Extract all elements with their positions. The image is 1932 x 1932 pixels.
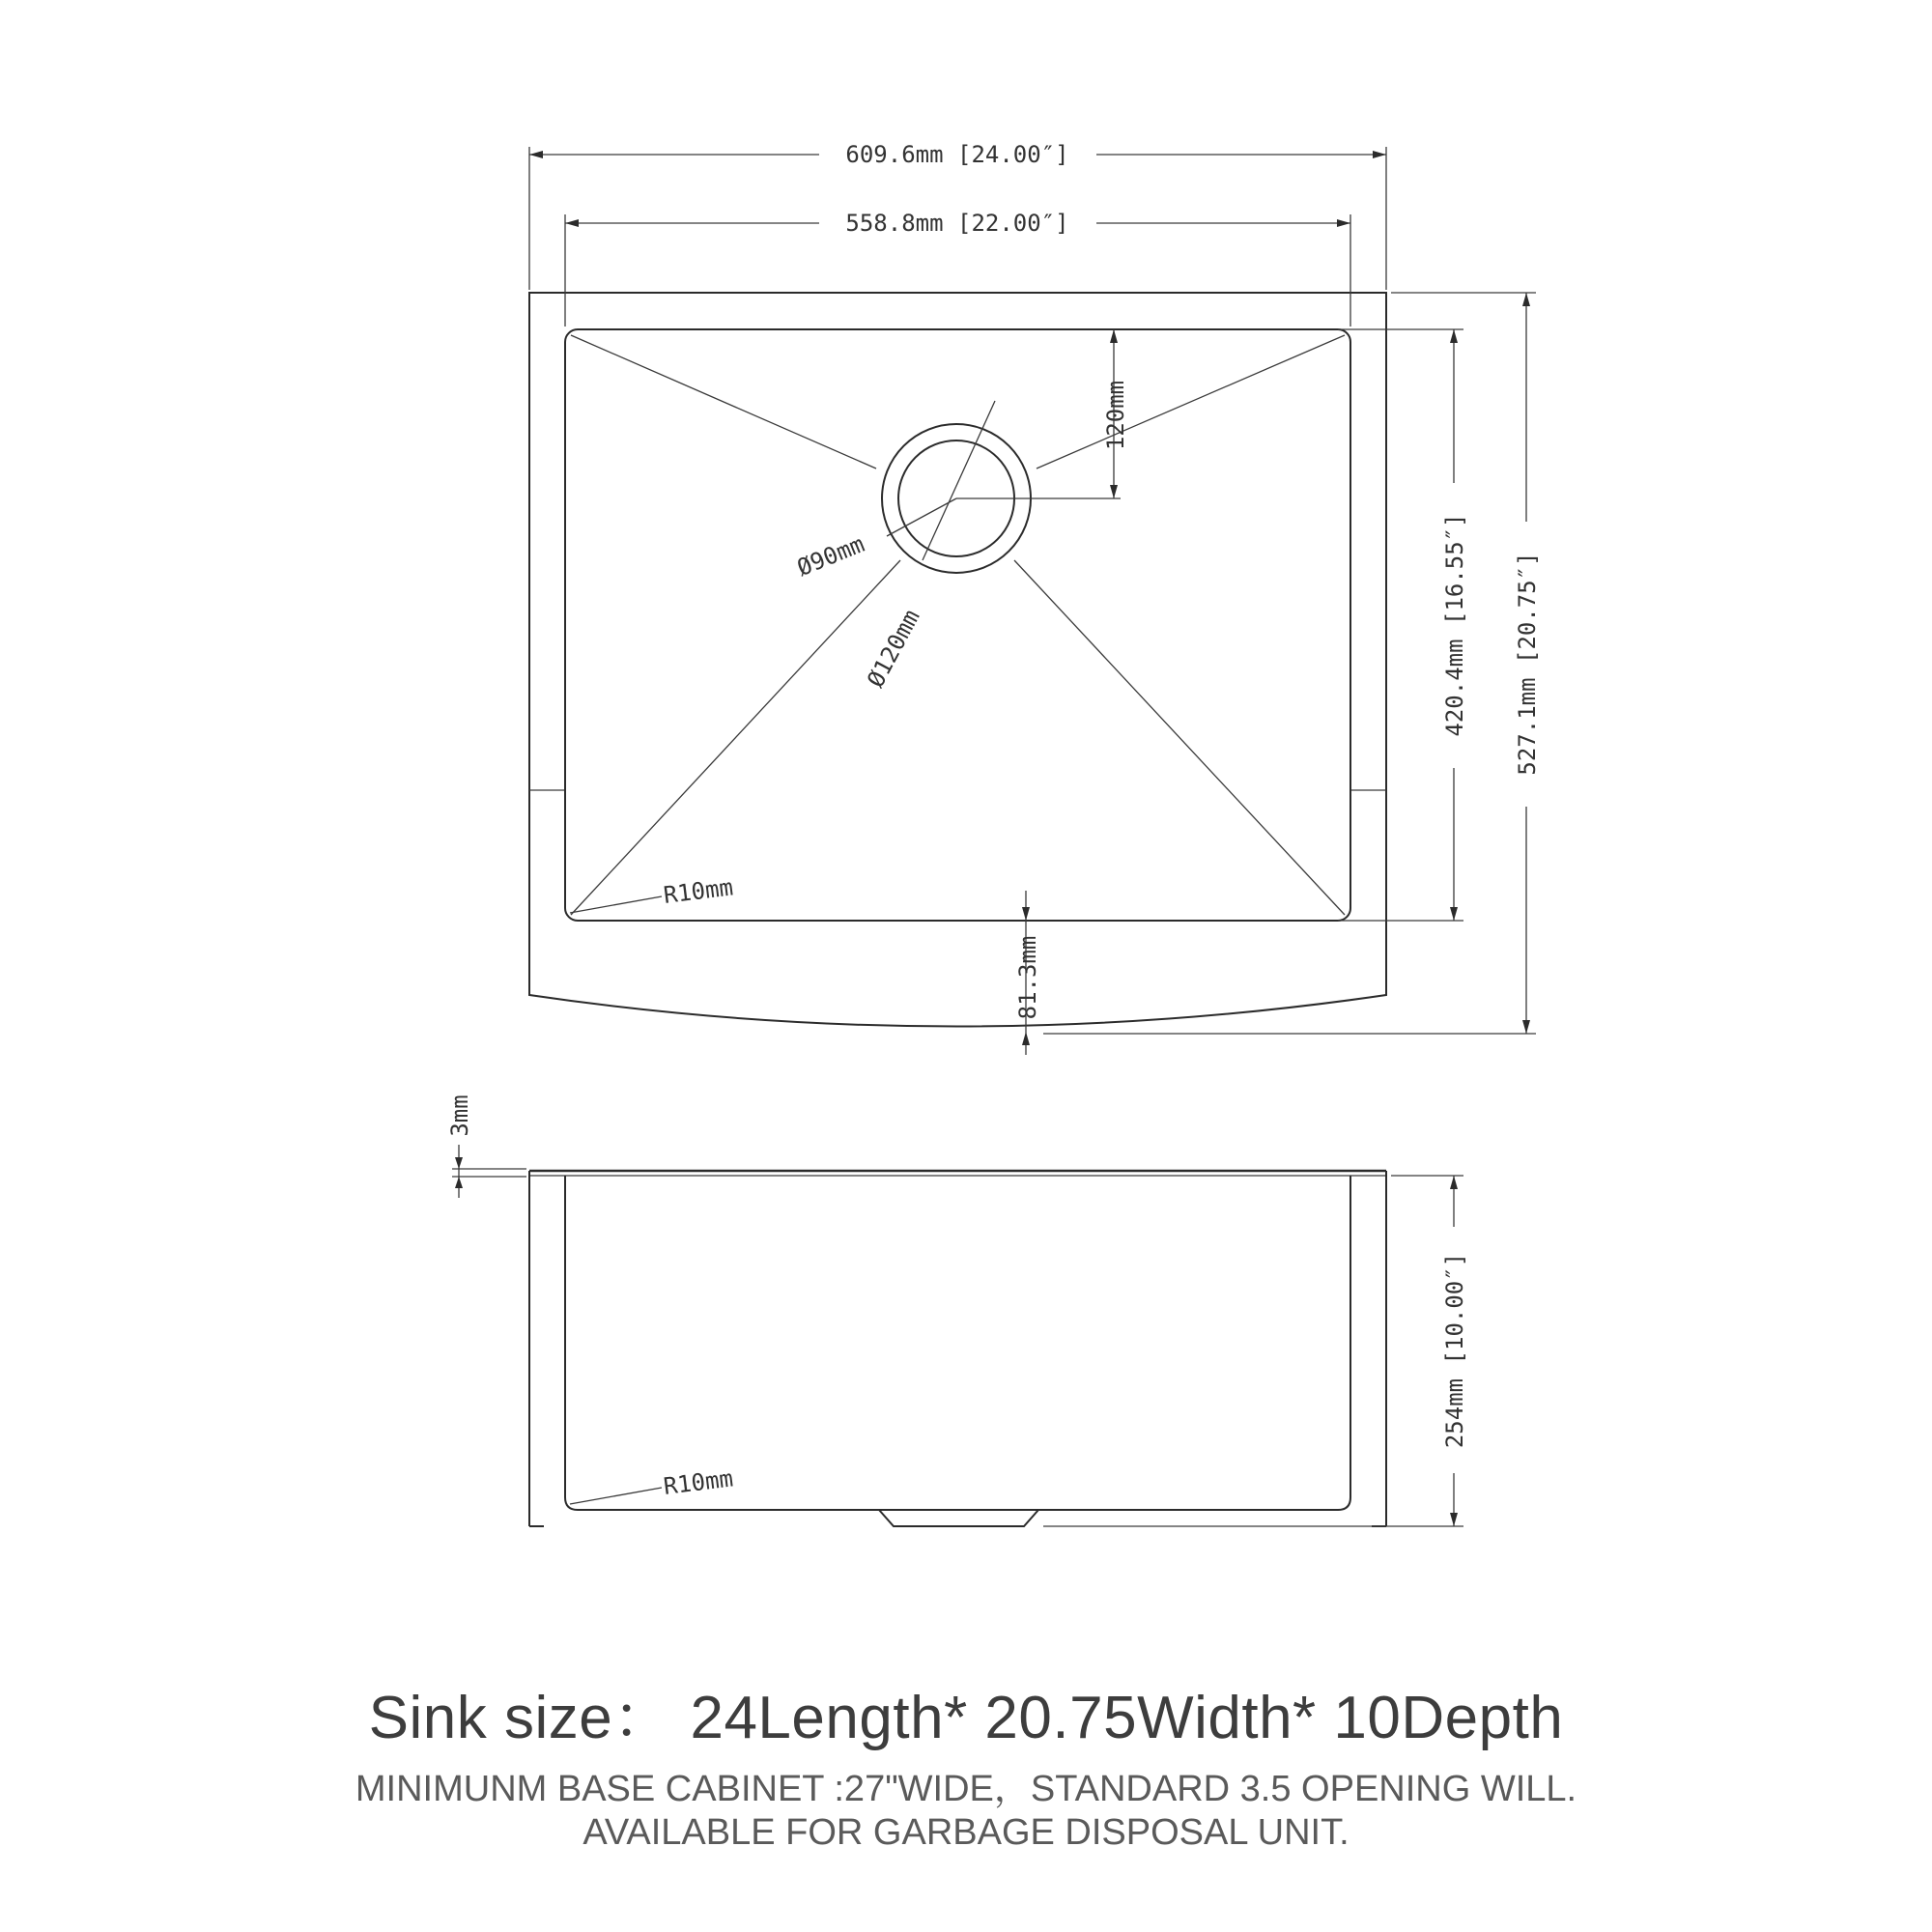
arrow-head (1450, 907, 1458, 921)
arrow-head (1450, 1513, 1458, 1526)
drain-inner-diameter-label: Ø90mm (793, 530, 868, 582)
bowl-inner-outline (565, 329, 1350, 921)
leader-line (887, 498, 956, 536)
inner-width-label: 558.8mm [22.00″] (845, 210, 1069, 237)
cabinet-note-line1: MINIMUNM BASE CABINET :27"WIDE，STANDARD 3.5 OPENING WILL. (355, 1769, 1577, 1809)
side-bowl-inner-outline (565, 1176, 1350, 1510)
arrow-head (1373, 151, 1386, 158)
leader-line (570, 1488, 662, 1504)
top-view (529, 141, 1541, 1055)
overall-length-label: 527.1mm [20.75″] (1514, 552, 1541, 776)
arrow-head (1450, 329, 1458, 343)
side-corner-radius-label: R10mm (662, 1464, 735, 1500)
side-drain-flange (879, 1510, 1038, 1526)
slope-line-top-right (1037, 335, 1345, 469)
depth-label: 254mm [10.00″] (1441, 1252, 1468, 1449)
cabinet-note-line2: AVAILABLE FOR GARBAGE DISPOSAL UNIT. (582, 1812, 1350, 1853)
leader-line (570, 896, 662, 913)
arrow-head (1522, 293, 1530, 306)
sink-size-title: Sink size： 24Length* 20.75Width* 10Depth (368, 1685, 1564, 1751)
rim-thickness-label: 3mm (446, 1094, 473, 1137)
arrow-head (1522, 1020, 1530, 1034)
arrow-head (1450, 1176, 1458, 1189)
arrow-head (1337, 219, 1350, 227)
slope-line-bottom-right (1014, 560, 1345, 915)
top-corner-radius-label: R10mm (662, 873, 735, 909)
arrow-head (455, 1177, 463, 1188)
drain-outer-diameter-label: Ø120mm (862, 605, 925, 693)
inner-length-label: 420.4mm [16.55″] (1441, 513, 1468, 737)
overall-width-label: 609.6mm [24.00″] (845, 141, 1069, 168)
arrow-head (1110, 485, 1118, 498)
arrow-head (1110, 329, 1118, 343)
arrow-head (565, 219, 579, 227)
side-view (446, 1094, 1468, 1526)
slope-line-top-left (571, 335, 876, 469)
apron-depth-label: 81.3mm (1014, 935, 1041, 1020)
arrow-head (455, 1157, 463, 1169)
arrow-head (1022, 907, 1030, 921)
drain-offset-label: 120mm (1102, 380, 1129, 451)
arrow-head (1022, 1032, 1030, 1045)
slope-line-bottom-left (571, 560, 900, 915)
arrow-head (529, 151, 543, 158)
top-view-outer-outline (529, 293, 1386, 1027)
